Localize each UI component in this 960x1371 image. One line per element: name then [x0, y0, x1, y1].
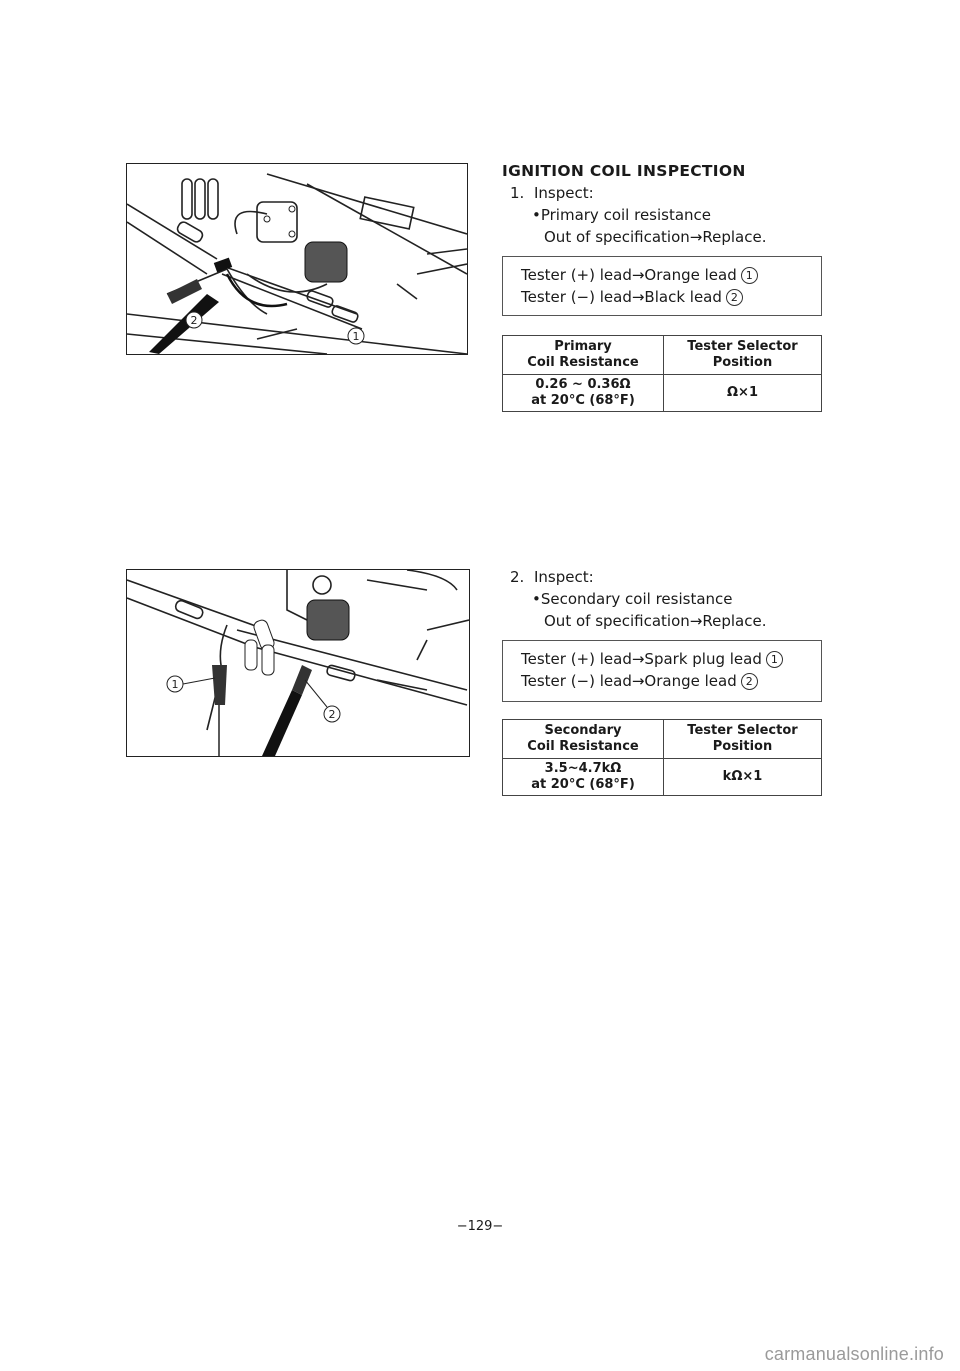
figure-callout-1: 1: [171, 678, 179, 691]
tester-connection-box: [502, 640, 822, 702]
inspect-result: Out of specification→Replace.: [544, 228, 767, 246]
header-coil-resistance: Primary Coil Resistance: [503, 336, 664, 375]
step-action: Inspect:: [534, 184, 594, 202]
header-tester-selector: Tester Selector Position: [664, 336, 822, 375]
step-2: [510, 566, 766, 632]
inspect-result: Out of specification→Replace.: [544, 612, 767, 630]
header-coil-resistance: Secondary Coil Resistance: [503, 720, 664, 759]
primary-spec-table: [502, 335, 822, 412]
figure-callout-1: 1: [352, 330, 360, 343]
callout-mark: 1: [766, 651, 783, 668]
secondary-coil-test-illustration: [126, 569, 470, 757]
step-action: Inspect:: [534, 568, 594, 586]
step-number: 2.: [510, 568, 525, 586]
tester-connection-box: [502, 256, 822, 316]
watermark: carmanualsonline.info: [764, 1344, 944, 1364]
callout-mark: 2: [741, 673, 758, 690]
callout-mark: 2: [726, 289, 743, 306]
figure-callout-2: 2: [190, 314, 198, 327]
value-selector-position: Ω×1: [664, 375, 822, 412]
value-selector-position: kΩ×1: [664, 759, 822, 796]
callout-mark: 1: [741, 267, 758, 284]
inspect-item: •Secondary coil resistance: [532, 590, 733, 608]
step-number: 1.: [510, 184, 525, 202]
inspect-item: •Primary coil resistance: [532, 206, 712, 224]
tester-line-negative: Tester (−) lead→Black lead: [521, 288, 722, 306]
secondary-spec-table: [502, 719, 822, 796]
step-1: [510, 182, 766, 248]
section-title: IGNITION COIL INSPECTION: [502, 162, 746, 180]
value-resistance: 0.26 ~ 0.36Ω at 20°C (68°F): [503, 375, 664, 412]
page-number: −129−: [456, 1219, 504, 1234]
figure-callout-2: 2: [328, 708, 336, 721]
value-resistance: 3.5~4.7kΩ at 20°C (68°F): [503, 759, 664, 796]
tester-line-positive: Tester (+) lead→Orange lead: [521, 266, 737, 284]
tester-line-negative: Tester (−) lead→Orange lead: [521, 672, 737, 690]
header-tester-selector: Tester Selector Position: [664, 720, 822, 759]
tester-line-positive: Tester (+) lead→Spark plug lead: [521, 650, 762, 668]
primary-coil-test-illustration: [126, 163, 468, 355]
